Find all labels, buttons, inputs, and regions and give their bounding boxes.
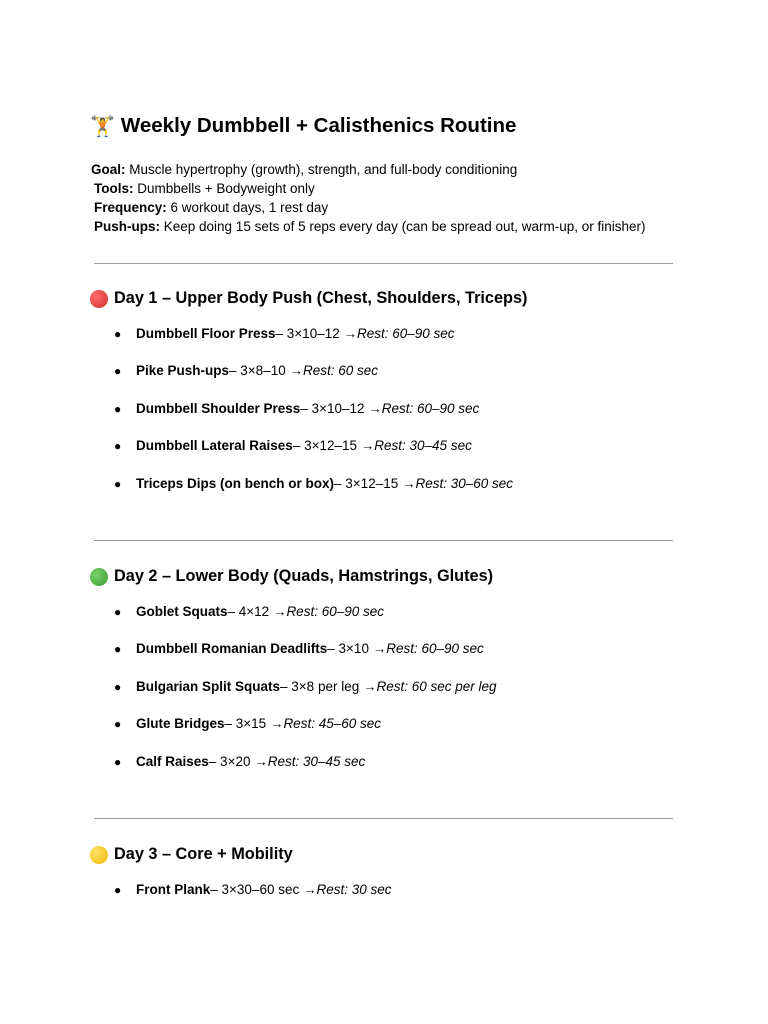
exercise-name: Goblet Squats	[136, 604, 228, 619]
exercise-rest: Rest: 60–90 sec	[286, 604, 384, 619]
bullet-icon: ●	[114, 754, 122, 769]
day-1-exercise-list	[114, 326, 513, 513]
green-circle-icon	[90, 568, 108, 586]
red-circle-icon	[90, 290, 108, 308]
list-item	[114, 363, 513, 400]
list-item	[114, 882, 392, 919]
exercise-scheme: – 3×12–15 →	[292, 438, 375, 454]
list-item	[114, 754, 497, 791]
exercise-rest: Rest: 30–60 sec	[415, 475, 514, 491]
exercise-name: Dumbbell Shoulder Press	[136, 400, 301, 416]
exercise-scheme: – 3×10–12 →	[275, 326, 357, 341]
yellow-circle-icon	[90, 846, 108, 864]
exercise-scheme: – 3×30–60 sec →	[210, 882, 317, 897]
bullet-icon: ●	[114, 476, 122, 491]
day-2-heading	[90, 567, 493, 586]
exercise-scheme: – 3×8 per leg →	[280, 678, 377, 694]
tools-label: Tools:	[94, 181, 134, 196]
bullet-icon: ●	[114, 401, 122, 416]
bullet-icon: ●	[114, 642, 122, 657]
goal-value: Muscle hypertrophy (growth), strength, and full-body conditioning	[125, 162, 518, 177]
exercise-scheme: – 3×12–15 →	[334, 475, 416, 491]
list-item	[114, 476, 513, 513]
pushups-row	[91, 217, 646, 236]
exercise-scheme: – 3×20 →	[208, 753, 268, 769]
divider	[94, 540, 673, 541]
list-item	[114, 641, 497, 678]
exercise-scheme: – 3×15 →	[224, 716, 284, 732]
page-title	[90, 114, 516, 138]
exercise-name: Calf Raises	[136, 753, 209, 769]
exercise-rest: Rest: 30–45 sec	[374, 438, 472, 454]
bullet-icon: ●	[114, 327, 122, 341]
pushups-value: Keep doing 15 sets of 5 reps every day (can be spread out, warm-up, or finisher)	[160, 219, 646, 234]
exercise-name: Glute Bridges	[136, 716, 225, 732]
page-title-text: Weekly Dumbbell + Calisthenics Routine	[120, 114, 517, 137]
day-3-heading-text: Day 3 – Core + Mobility	[114, 845, 293, 863]
exercise-rest: Rest: 30 sec	[316, 882, 392, 897]
exercise-rest: Rest: 45–60 sec	[283, 716, 381, 732]
bullet-icon: ●	[114, 883, 122, 897]
divider	[94, 263, 673, 264]
list-item	[114, 326, 513, 363]
day-1-heading	[90, 289, 527, 308]
list-item	[114, 679, 497, 716]
bullet-icon: ●	[114, 364, 122, 379]
bullet-icon: ●	[114, 439, 122, 454]
bullet-icon: ●	[114, 679, 122, 694]
goal-label: Goal:	[91, 162, 126, 177]
exercise-rest: Rest: 60–90 sec	[356, 326, 455, 341]
pushups-label: Push-ups:	[94, 219, 160, 234]
exercise-name: Pike Push-ups	[136, 363, 230, 379]
frequency-value: 6 workout days, 1 rest day	[166, 200, 329, 215]
frequency-row	[91, 198, 646, 217]
exercise-rest: Rest: 60 sec per leg	[376, 678, 497, 694]
exercise-name: Dumbbell Floor Press	[136, 326, 276, 341]
list-item	[114, 401, 513, 438]
list-item	[114, 604, 497, 641]
day-3-heading	[90, 845, 293, 864]
exercise-name: Dumbbell Romanian Deadlifts	[136, 641, 328, 657]
day-2-exercise-list	[114, 604, 497, 791]
day-3-exercise-list	[114, 882, 392, 919]
tools-value: Dumbbells + Bodyweight only	[133, 181, 315, 196]
bullet-icon: ●	[114, 717, 122, 732]
list-item	[114, 438, 513, 475]
exercise-rest: Rest: 60–90 sec	[381, 400, 480, 416]
exercise-name: Bulgarian Split Squats	[136, 678, 281, 694]
tools-row	[91, 179, 646, 198]
bullet-icon: ●	[114, 605, 122, 619]
exercise-rest: Rest: 30–45 sec	[267, 753, 366, 769]
day-2-heading-text: Day 2 – Lower Body (Quads, Hamstrings, Glutes)	[114, 567, 494, 585]
list-item	[114, 716, 497, 753]
divider	[94, 818, 673, 819]
goal-row	[91, 160, 646, 179]
exercise-name: Triceps Dips (on bench or box)	[136, 475, 335, 491]
exercise-rest: Rest: 60–90 sec	[386, 641, 484, 657]
exercise-scheme: – 3×10 →	[327, 641, 387, 657]
exercise-name: Dumbbell Lateral Raises	[136, 438, 293, 454]
exercise-rest: Rest: 60 sec	[302, 363, 379, 379]
exercise-scheme: – 3×8–10 →	[229, 363, 303, 379]
day-1-heading-text: Day 1 – Upper Body Push (Chest, Shoulders, Triceps)	[114, 289, 528, 307]
routine-overview	[91, 160, 646, 236]
frequency-label: Frequency:	[94, 200, 167, 215]
weightlifter-icon: 🏋️	[90, 114, 115, 138]
exercise-scheme: – 3×10–12 →	[300, 400, 382, 416]
exercise-name: Front Plank	[136, 882, 211, 897]
exercise-scheme: – 4×12 →	[227, 604, 287, 619]
